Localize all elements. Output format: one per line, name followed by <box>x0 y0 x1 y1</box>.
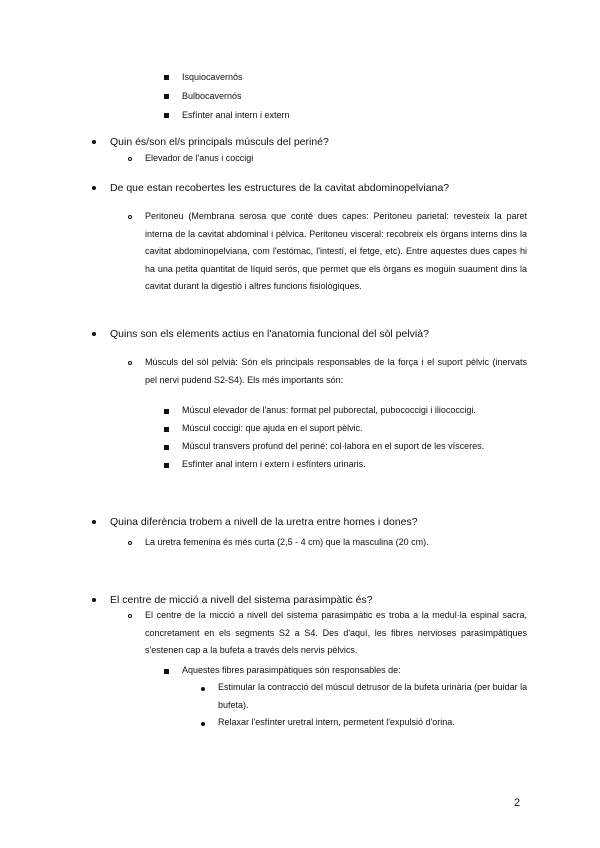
circle-bullet-icon <box>128 361 132 365</box>
answer-3: Músculs del sòl pelvià: Són els principals responsables de la força i el suport pèlvic (inervats pel nervi pudend S2-S4). Els més importants són: <box>145 357 527 385</box>
answer-1: Elevador de l'anus i coccigi <box>145 153 254 163</box>
answer-2: Peritoneu (Membrana serosa que conté dues capes: Peritoneu parietal: revesteix la paret interna de la cavitat abdominal i pèlvica. Peritoneu visceral: recobreix els òrgans interns dins la cavitat abdominopelviana, com l'estómac, l'intestí, el fetge, etc). Entre aquestes dues capes hi ha una petita quantitat de líquid serós, que permet que els òrgans es moguin suaument dins la cavitat durant la digestió i altres funcions fisiològiques. <box>145 211 527 291</box>
list-item: Esfínter anal intern i extern <box>182 110 290 120</box>
circle-bullet-icon <box>128 614 132 618</box>
answer-5: El centre de la micció a nivell del sistema parasimpàtic es troba a la medul·la espinal sacra, concretament en els segments S2 a S4. Des d'aquí, les fibres nervioses parasimpàtiques s'estenen cap a la bufeta a través dels nervis pèlvics. <box>145 610 527 655</box>
bullet-icon <box>92 598 96 602</box>
list-item: Relaxar l'esfínter uretral intern, permetent l'expulsió d'orina. <box>218 717 455 727</box>
question-5: El centre de micció a nivell del sistema parasimpàtic és? <box>110 594 373 606</box>
square-bullet-icon <box>164 94 169 99</box>
page-number: 2 <box>514 797 521 809</box>
list-item: Isquiocavernós <box>182 72 243 82</box>
bullet-icon <box>201 722 205 726</box>
list-item: Múscul coccigi: que ajuda en el suport pèlvic. <box>182 423 363 433</box>
question-4: Quina diferència trobem a nivell de la uretra entre homes i dones? <box>110 516 418 528</box>
list-item: Esfínter anal intern i extern i esfínters urinaris. <box>182 459 366 469</box>
answer-4: La uretra femenina és més curta (2,5 - 4 cm) que la masculina (20 cm). <box>145 537 429 547</box>
square-bullet-icon <box>164 669 169 674</box>
question-1: Quin és/son el/s principals músculs del periné? <box>110 136 329 148</box>
list-item: Múscul transvers profund del periné: col·labora en el suport de les vísceres. <box>182 441 485 451</box>
question-2: De que estan recobertes les estructures de la cavitat abdominopelviana? <box>110 182 450 194</box>
list-item: Estimular la contracció del múscul detrusor de la bufeta urinària (per buidar la bufeta). <box>218 682 528 710</box>
bullet-icon <box>92 140 96 144</box>
square-bullet-icon <box>164 427 169 432</box>
circle-bullet-icon <box>128 157 132 161</box>
list-item: Múscul elevador de l'anus: format pel puborectal, pubococcigi i iliococcigi. <box>182 405 476 415</box>
question-3: Quins son els elements actius en l'anatomia funcional del sòl pelvià? <box>110 328 429 340</box>
square-bullet-icon <box>164 113 169 118</box>
list-item: Aquestes fibres parasimpàtiques són responsables de: <box>182 665 401 675</box>
circle-bullet-icon <box>128 541 132 545</box>
list-item: Bulbocavernós <box>182 91 242 101</box>
square-bullet-icon <box>164 445 169 450</box>
square-bullet-icon <box>164 75 169 80</box>
bullet-icon <box>201 687 205 691</box>
bullet-icon <box>92 520 96 524</box>
bullet-icon <box>92 332 96 336</box>
square-bullet-icon <box>164 409 169 414</box>
circle-bullet-icon <box>128 215 132 219</box>
bullet-icon <box>92 186 96 190</box>
square-bullet-icon <box>164 463 169 468</box>
